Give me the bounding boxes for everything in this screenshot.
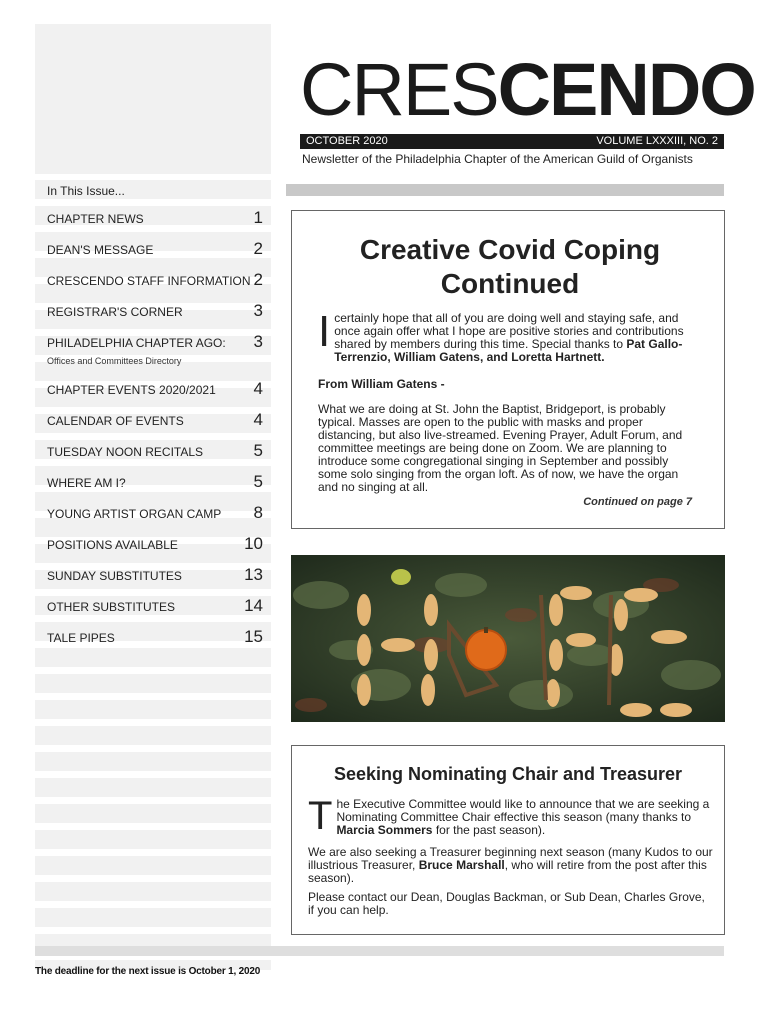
toc-item-label: OTHER SUBSTITUTES (47, 600, 176, 614)
toc-item[interactable] (47, 381, 267, 401)
toc-item[interactable] (47, 303, 267, 323)
toc-item[interactable] (47, 598, 267, 618)
toc-item-label: CHAPTER EVENTS 2020/2021 (47, 383, 216, 397)
toc-item-page: 10 (244, 534, 263, 553)
deadline-note: The deadline for the next issue is October 1, 2020 (35, 966, 261, 977)
toc-item-page: 2 (253, 270, 263, 289)
toc-item-page: 2 (253, 239, 263, 258)
toc-item[interactable] (47, 210, 267, 230)
issue-date: OCTOBER 2020 (306, 135, 388, 147)
toc-heading: In This Issue... (47, 184, 125, 198)
toc-item-page: 5 (253, 441, 263, 460)
logo-bold-text: CENDO (497, 48, 755, 131)
article-headline: Creative Covid Coping Continued (359, 234, 661, 299)
p1-text-a: he Executive Committee would like to announce that we are seeking a Nominating Committee Chair effective this season (many thanks to (336, 797, 710, 824)
crescendo-logo (300, 48, 755, 131)
toc-item-label: TUESDAY NOON RECITALS (47, 445, 204, 459)
toc-item-label: CRESCENDO STAFF INFORMATION (47, 274, 251, 288)
toc-item[interactable] (47, 567, 267, 587)
nominating-paragraph-2 (308, 846, 716, 885)
toc-item-page: 4 (253, 379, 263, 398)
intro-thanks-names: Pat Gallo-Terrenzio, William Gatens, and Loretta Hartnett. (334, 337, 683, 364)
toc-item-page: 8 (253, 503, 263, 522)
toc-item-page: 4 (253, 410, 263, 429)
toc-item-label: YOUNG ARTIST ORGAN CAMP (47, 507, 222, 521)
toc-item-page: 1 (253, 208, 263, 227)
nominating-paragraph-3: Please contact our Dean, Douglas Backman, or Sub Dean, Charles Grove, if you can help. (308, 890, 705, 917)
nominating-paragraph-1 (308, 794, 712, 838)
toc-item[interactable] (47, 505, 267, 525)
toc-subitem: Offices and Committees Directory (47, 356, 182, 366)
newsletter-subtitle: Newsletter of the Philadelphia Chapter of the American Guild of Organists (302, 152, 693, 166)
issue-info-bar (300, 134, 724, 149)
toc-item-page: 3 (253, 332, 263, 351)
article-intro (318, 307, 704, 364)
drop-cap: I (318, 307, 331, 356)
toc-item-label: SUNDAY SUBSTITUTES (47, 569, 182, 583)
header-divider (286, 184, 724, 196)
toc-item[interactable] (47, 412, 267, 432)
logo-thin-text: CRES (300, 48, 498, 131)
bottom-divider (35, 946, 724, 956)
article-subhead: From William Gatens - (318, 377, 445, 391)
article-body: What we are doing at St. John the Baptist, Bridgeport, is probably typical. Masses are open to the public with masks and proper distancing, but also live-streamed. Evening Prayer, Adult Forum, and committee meetings are being done on Zoom. We are planning to introduce some congregational singing in September and possibly some solo singing from the organ loft. As of now, we have the organ and no singing at all. (318, 402, 683, 494)
nominating-headline: Seeking Nominating Chair and Treasurer (333, 764, 683, 784)
p1-text-b: for the past season). (432, 823, 546, 837)
hope-squash-photo (291, 555, 725, 722)
toc-item-page: 3 (253, 301, 263, 320)
toc-item-label: POSITIONS AVAILABLE (47, 538, 178, 552)
toc-item-page: 14 (244, 596, 263, 615)
toc-item-label: CALENDAR OF EVENTS (47, 414, 184, 428)
toc-item-label: REGISTRAR'S CORNER (47, 305, 183, 319)
volume-number: VOLUME LXXXIII, NO. 2 (596, 135, 718, 147)
intro-text: certainly hope that all of you are doing well and staying safe, and once again offer what I hope are positive stories and contributions shared by members during this time. Special thanks to (334, 311, 684, 351)
continued-link[interactable]: Continued on page 7 (583, 496, 692, 508)
toc-item-label: CHAPTER NEWS (47, 212, 144, 226)
p2-text-b: , who will retire from the post after this season). (308, 858, 707, 885)
p2-text-a: We are also seeking a Treasurer beginning next season (many Kudos to our illustrious Treasurer, (308, 845, 713, 872)
toc-item-label: TALE PIPES (47, 631, 115, 645)
drop-cap: T (308, 794, 333, 838)
toc-item-label: DEAN'S MESSAGE (47, 243, 154, 257)
toc-item-label: WHERE AM I? (47, 476, 126, 490)
toc-item[interactable] (47, 443, 267, 463)
toc-item-label: PHILADELPHIA CHAPTER AGO: (47, 336, 226, 350)
toc-item[interactable] (47, 536, 267, 556)
toc-item-page: 15 (244, 627, 263, 646)
p2-name: Bruce Marshall (418, 858, 505, 872)
toc-item[interactable] (47, 629, 267, 649)
p1-name: Marcia Sommers (336, 823, 433, 837)
toc-item[interactable] (47, 334, 267, 354)
toc-item[interactable] (47, 474, 267, 494)
toc-item-page: 13 (244, 565, 263, 584)
toc-item-page: 5 (253, 472, 263, 491)
toc-background-top (35, 24, 271, 174)
toc-item[interactable] (47, 272, 267, 292)
toc-item[interactable] (47, 241, 267, 261)
